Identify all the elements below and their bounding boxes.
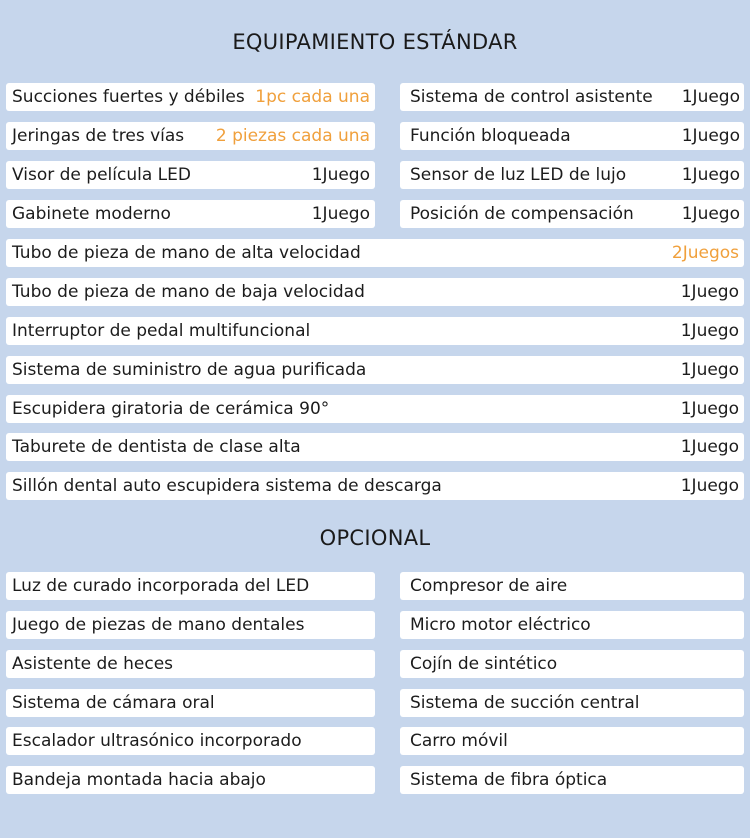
optional-item: [400, 727, 744, 755]
standard-item: [6, 395, 744, 423]
item-quantity: 1Juego: [681, 204, 740, 224]
standard-item: [6, 239, 744, 267]
optional-item: [400, 650, 744, 678]
item-label: Escalador ultrasónico incorporado: [12, 731, 302, 751]
item-quantity: 1Juego: [311, 204, 370, 224]
item-label: Escupidera giratoria de cerámica 90°: [12, 399, 330, 419]
item-quantity: 2 piezas cada una: [215, 126, 370, 146]
item-label: Carro móvil: [410, 731, 508, 751]
item-label: Bandeja montada hacia abajo: [12, 770, 266, 790]
item-label: Sensor de luz LED de lujo: [410, 165, 627, 185]
item-label: Asistente de heces: [12, 654, 174, 674]
standard-item: [6, 356, 744, 384]
optional-title: OPCIONAL: [319, 526, 431, 550]
item-label: Cojín de sintético: [410, 654, 558, 674]
optional-item: [400, 766, 744, 794]
optional-item: [400, 611, 744, 639]
item-label: Interruptor de pedal multifuncional: [12, 321, 311, 341]
standard-item: [400, 83, 744, 111]
item-label: Visor de película LED: [12, 165, 191, 185]
item-label: Succiones fuertes y débiles: [12, 87, 245, 107]
item-label: Sistema de control asistente: [410, 87, 653, 107]
item-quantity: 1Juego: [680, 321, 739, 341]
item-label: Posición de compensación: [410, 204, 634, 224]
item-label: Función bloqueada: [410, 126, 571, 146]
optional-item: [6, 727, 375, 755]
optional-item: [6, 766, 375, 794]
optional-item: [400, 689, 744, 717]
item-quantity: 1Juego: [680, 437, 739, 457]
optional-item: [6, 572, 375, 600]
item-quantity: 1Juego: [680, 282, 739, 302]
standard-item: [6, 433, 744, 461]
item-label: Sistema de fibra óptica: [410, 770, 608, 790]
standard-item: [400, 200, 744, 228]
standard-item: [6, 317, 744, 345]
item-quantity: 1Juego: [681, 87, 740, 107]
item-quantity: 1Juego: [680, 399, 739, 419]
item-label: Micro motor eléctrico: [410, 615, 591, 635]
item-label: Jeringas de tres vías: [12, 126, 185, 146]
item-quantity: 1Juego: [681, 126, 740, 146]
standard-item: [6, 161, 375, 189]
item-label: Taburete de dentista de clase alta: [12, 437, 301, 457]
item-label: Compresor de aire: [410, 576, 568, 596]
standard-item: [6, 122, 375, 150]
item-label: Tubo de pieza de mano de baja velocidad: [12, 282, 365, 302]
item-label: Juego de piezas de mano dentales: [12, 615, 305, 635]
item-label: Sillón dental auto escupidera sistema de descarga: [12, 476, 442, 496]
item-label: Sistema de cámara oral: [12, 693, 215, 713]
standard-item: [400, 161, 744, 189]
item-quantity: 1Juego: [680, 360, 739, 380]
optional-item: [400, 572, 744, 600]
item-label: Sistema de succión central: [410, 693, 640, 713]
item-quantity: 1Juego: [311, 165, 370, 185]
standard-item: [6, 83, 375, 111]
standard-item: [6, 472, 744, 500]
optional-item: [6, 650, 375, 678]
optional-item: [6, 611, 375, 639]
item-quantity: 1Juego: [680, 476, 739, 496]
item-quantity: 2Juegos: [671, 243, 739, 263]
standard-equipment-title: EQUIPAMIENTO ESTÁNDAR: [232, 30, 518, 54]
optional-item: [6, 689, 375, 717]
item-label: Tubo de pieza de mano de alta velocidad: [12, 243, 361, 263]
item-quantity: 1Juego: [681, 165, 740, 185]
item-quantity: 1pc cada una: [255, 87, 370, 107]
item-label: Sistema de suministro de agua purificada: [12, 360, 367, 380]
item-label: Gabinete moderno: [12, 204, 171, 224]
standard-item: [6, 200, 375, 228]
item-label: Luz de curado incorporada del LED: [12, 576, 310, 596]
standard-item: [400, 122, 744, 150]
standard-item: [6, 278, 744, 306]
